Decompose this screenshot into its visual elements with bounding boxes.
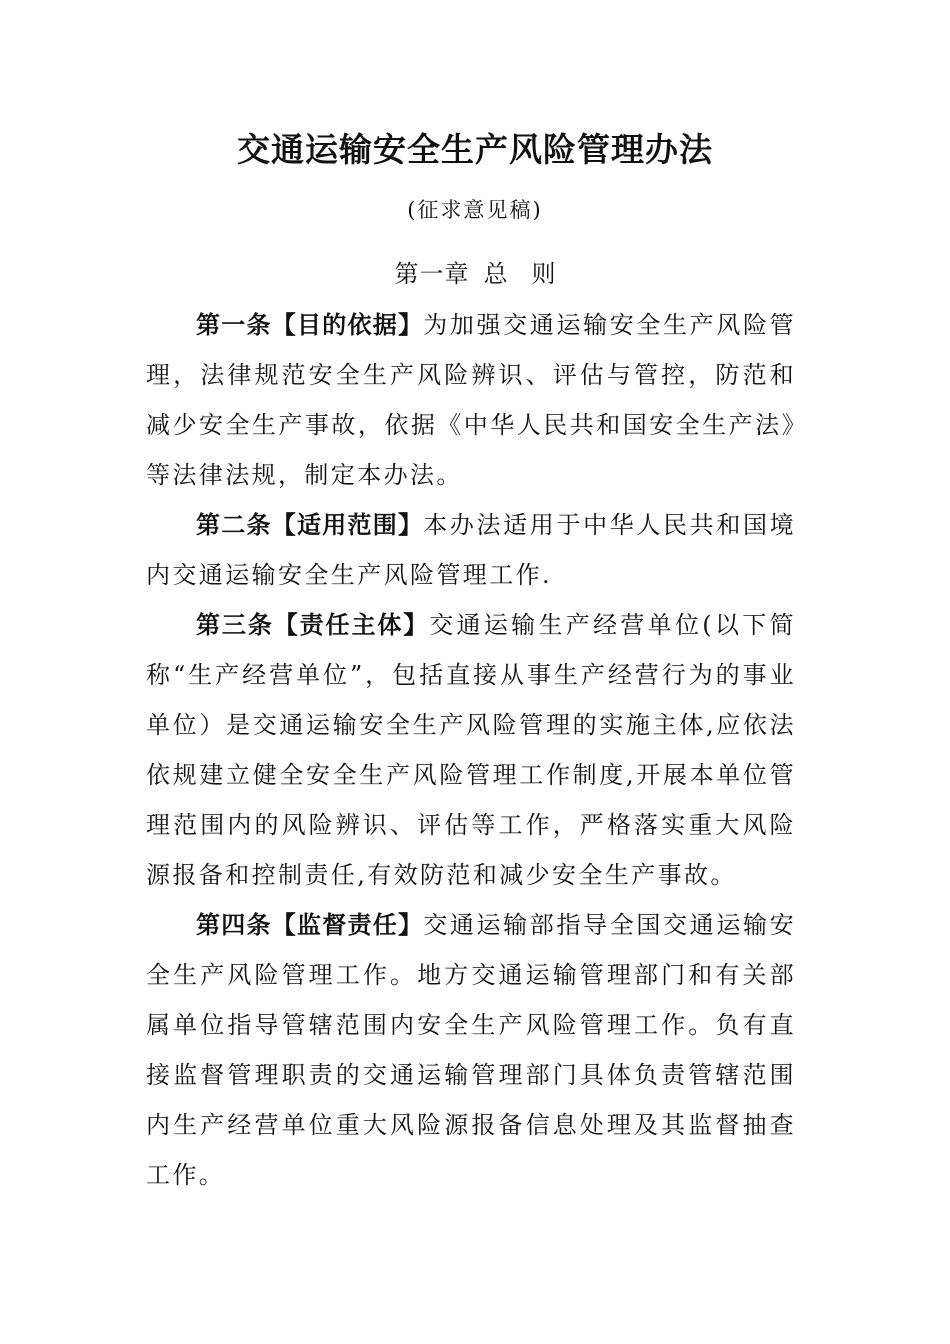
chapter-name-part1: 总 <box>483 260 508 288</box>
document-title: 交通运输安全生产风险管理办法 <box>237 130 713 169</box>
chapter-heading <box>0 254 950 294</box>
article-heading: 第三条【责任主体】 <box>196 611 430 639</box>
article-3 <box>146 600 796 900</box>
article-text: 为加强交通运输安全生产风险管理，法律规范安全生产风险辨识、评估与管控，防范和减少安全生产事故，依据《中华人民共和国安全生产法》等法律法规，制定本办法。 <box>146 311 797 489</box>
article-1 <box>146 300 796 500</box>
chapter-number: 第一章 <box>394 260 470 288</box>
article-text: 本办法适用于中华人民共和国境内交通运输安全生产风险管理工作. <box>146 511 797 589</box>
document-subtitle: (征求意见稿) <box>407 198 543 222</box>
article-heading: 第二条【适用范围】 <box>196 511 424 539</box>
article-text: 交通运输部指导全国交通运输安全生产风险管理工作。地方交通运输管理部门和有关部属单位指导管辖范围内安全生产风险管理工作。负有直接监督管理职责的交通运输管理部门具体负责管辖范围内生产经营单位重大风险源报备信息处理及其监督抽查工作。 <box>146 911 797 1189</box>
article-2 <box>146 500 796 600</box>
article-heading: 第四条【监督责任】 <box>196 911 424 939</box>
article-heading: 第一条【目的依据】 <box>196 311 424 339</box>
article-4 <box>146 900 796 1200</box>
chapter-name-part2: 则 <box>531 260 556 288</box>
document-body <box>146 300 796 1200</box>
article-text: 交通运输生产经营单位(以下简称“生产经营单位”，包括直接从事生产经营行为的事业单位）是交通运输安全生产风险管理的实施主体,应依法依规建立健全安全生产风险管理工作制度,开展本单位管理范围内的风险辨识、评估等工作，严格落实重大风险源报备和控制责任,有效防范和减少安全生产事故。 <box>146 611 797 889</box>
